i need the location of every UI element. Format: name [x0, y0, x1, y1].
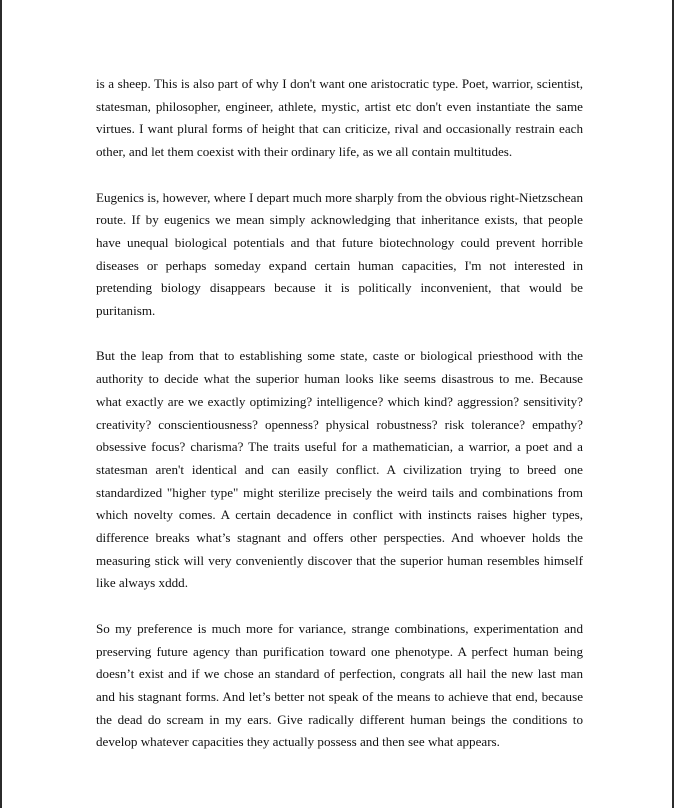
- paragraph-3: But the leap from that to establishing some state, caste or biological priesthood with the authority to decide what the superior human looks like seems disastrous to me. Because what exactly are we exactly optimizing? intelligence? which kind? aggression? sensitivity? creativity? conscientiousness? openness? physical robustness? risk tolerance? empathy? obsessive focus? charisma? The traits useful for a mathematician, a warrior, a poet and a statesman aren't identical and can easily conflict. A civilization trying to breed one standardized "higher type" might sterilize precisely the weird tails and combinations from which novelty comes. A certain decadence in conflict with instincts raises higher types, difference breaks what’s stagnant and offers other perspecties. And whoever holds the measuring stick will very conveniently discover that the superior human resembles himself like always xddd.: [96, 348, 583, 591]
- paragraph-1: is a sheep. This is also part of why I don't want one aristocratic type. Poet, warrior, scientist, statesman, philosopher, engineer, athlete, mystic, artist etc don't even instantiate the same virtues. I want plural forms of height that can criticize, rival and occasionally restrain each other, and let them coexist with their ordinary life, as we all contain multitudes.: [96, 76, 583, 160]
- paragraph-4: So my preference is much more for variance, strange combinations, experimentation and preserving future agency than purification toward one phenotype. A perfect human being doesn’t exist and if we chose an standard of perfection, congrats all hail the new last man and his stagnant forms. And let’s better not speak of the means to achieve that end, because the dead do scream in my ears. Give radically different human beings the conditions to develop whatever capacities they actually possess and then see what appears.: [96, 620, 583, 750]
- paragraph-2: Eugenics is, however, where I depart much more sharply from the obvious right-Nietzschean route. If by eugenics we mean simply acknowledging that inheritance exists, that people have unequal biological potentials and that future biotechnology could prevent horrible diseases or perhaps someday expand certain human capacities, I'm not interested in pretending biology disappears because it is politically inconvenient, that would be puritanism.: [96, 189, 583, 319]
- document-body: [96, 73, 583, 754]
